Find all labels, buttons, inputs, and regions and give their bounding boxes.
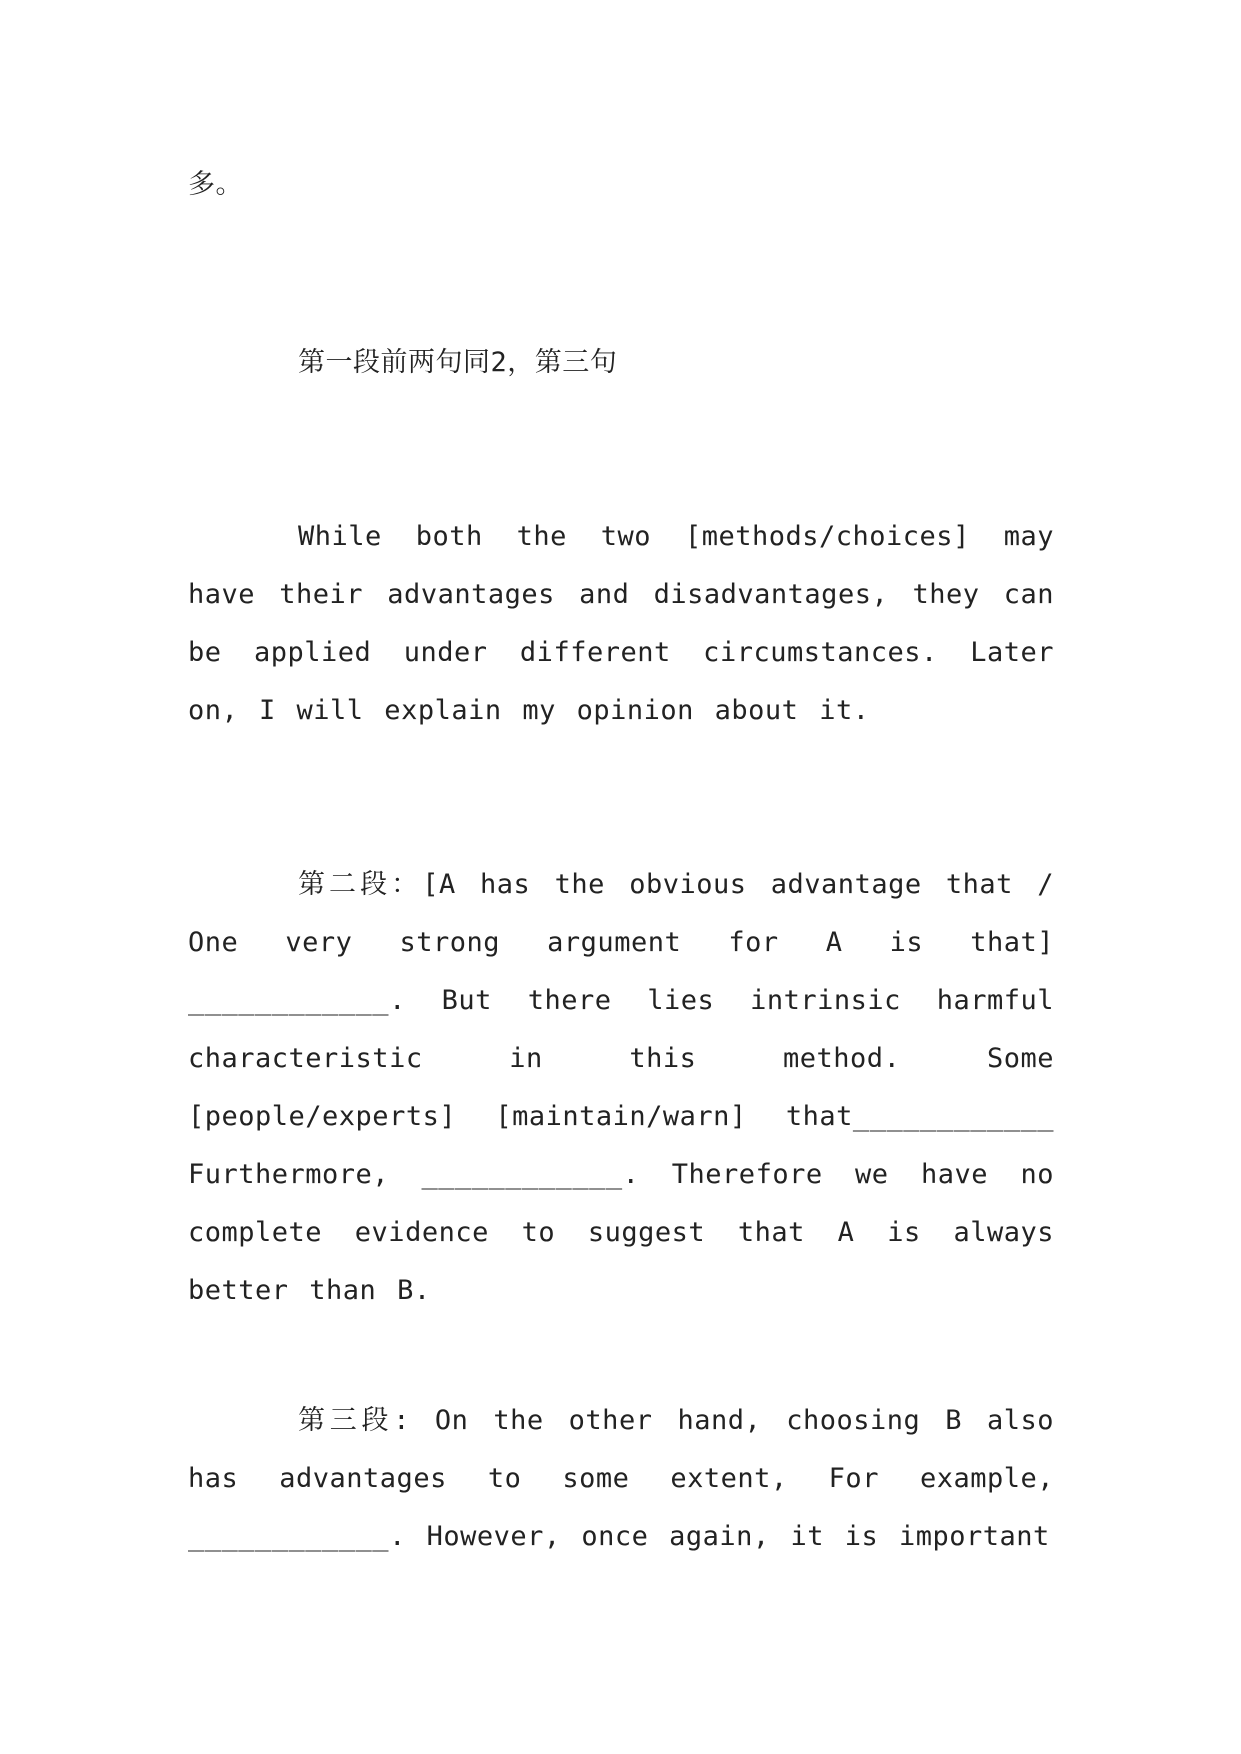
paragraph-first-section-sentence: While both the two [methods/choices] may have their advantages and disadvantages, they can be applied under different circumstances. Later on, I will explain my opinion about it. — [188, 521, 1054, 726]
paragraph-first-section-note: 第一段前两句同2，第三句 — [298, 347, 618, 378]
paragraph-second-section: 第二段：[A has the obvious advantage that / One very strong argument for A is that] ____________. But there lies intrinsic harmful characteristic in this method. Some [people/experts] [maintain/warn] that____________ Furthermore, ____________. Therefore we have no complete evidence to suggest that A is always better than B. — [188, 869, 1054, 1306]
paragraph-third-section: 第三段: On the other hand, choosing B also has advantages to some extent, For example, ____________. However, once again, it is important — [188, 1405, 1054, 1552]
paragraph-continuation: 多。 — [188, 169, 243, 200]
